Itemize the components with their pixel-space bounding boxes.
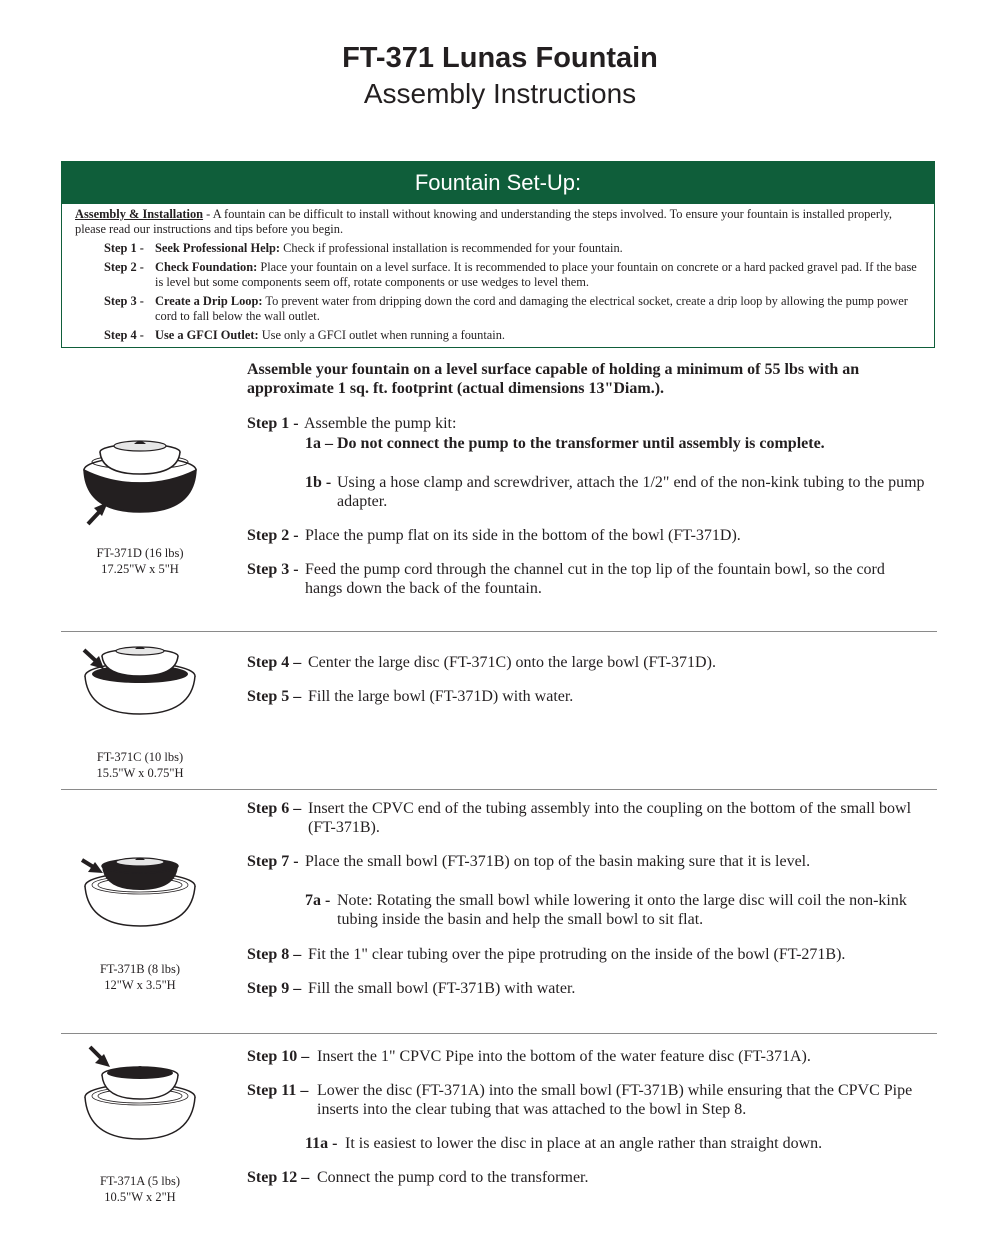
setup-step-title: Check Foundation: <box>155 260 258 274</box>
section-divider <box>61 789 937 790</box>
step-label: Step 3 - <box>247 561 299 578</box>
step-text: Feed the pump cord through the channel cut in the top lip of the fountain bowl, so the cord hangs down the back of the fountain. <box>305 561 885 597</box>
step-text: Connect the pump cord to the transformer. <box>317 1169 589 1186</box>
step-label: Step 11 – <box>247 1082 309 1099</box>
intro-label: Assembly & Installation <box>75 207 204 221</box>
component-dims: 10.5"W x 2"H <box>104 1190 176 1204</box>
step-text: Fill the small bowl (FT-371B) with water. <box>308 980 576 997</box>
setup-step-label: Step 2 - <box>104 260 144 274</box>
setup-step-title: Seek Professional Help: <box>155 241 281 255</box>
step-text: Using a hose clamp and screwdriver, attach the 1/2" end of the non-kink tubing to the pump adapter. <box>337 474 925 510</box>
step-label: 7a - <box>305 892 331 909</box>
setup-step-text <box>155 328 925 343</box>
setup-step-text <box>155 241 925 256</box>
component-name: FT-371B (8 lbs) <box>99 962 181 976</box>
step-label: Step 10 – <box>247 1048 310 1065</box>
section-divider <box>61 631 937 632</box>
fountain-figure-ft-371a <box>80 1045 200 1145</box>
fountain-setup-panel <box>61 161 935 348</box>
page-title: FT-371 Lunas Fountain <box>342 42 658 74</box>
step-text: Place the pump flat on its side in the bottom of the bowl (FT-371D). <box>305 527 741 544</box>
component-name: FT-371A (5 lbs) <box>99 1174 181 1188</box>
step-text: Lower the disc (FT-371A) into the small bowl (FT-371B) while ensuring that the CPVC Pipe inserts into the clear tubing that was attached to the bowl in Step 8. <box>317 1082 913 1118</box>
setup-step-title: Use a GFCI Outlet: <box>155 328 259 342</box>
step-label: 1b - <box>305 474 332 491</box>
step-text: Insert the CPVC end of the tubing assembly into the coupling on the bottom of the small bowl (FT-371B). <box>308 800 912 836</box>
step-text: Fit the 1" clear tubing over the pipe protruding on the inside of the bowl (FT-271B). <box>308 946 846 963</box>
step-text: Fill the large bowl (FT-371D) with water. <box>308 688 574 705</box>
step-label: Step 12 – <box>247 1169 310 1186</box>
setup-step-label: Step 1 - <box>104 241 144 255</box>
setup-heading: Fountain Set-Up: <box>62 162 934 204</box>
step-text: Center the large disc (FT-371C) onto the large bowl (FT-371D). <box>308 654 716 671</box>
fountain-figure-ft-371c <box>80 638 200 720</box>
setup-step-body: Use only a GFCI outlet when running a fountain. <box>258 328 505 342</box>
step-label: 11a - <box>305 1135 338 1152</box>
component-caption-ft-371d <box>60 545 220 577</box>
fountain-figure-ft-371b <box>80 850 200 932</box>
page-subtitle: Assembly Instructions <box>363 78 637 109</box>
component-dims: 17.25"W x 5"H <box>101 562 179 576</box>
step-text: Note: Rotating the small bowl while lowering it onto the large disc will coil the non-kink tubing inside the basin and help the small bowl to sit flat. <box>337 892 907 928</box>
step-text: Insert the 1" CPVC Pipe into the bottom of the water feature disc (FT-371A). <box>317 1048 811 1065</box>
step-text: 1a – Do not connect the pump to the transformer until assembly is complete. <box>305 435 825 452</box>
setup-step-title: Create a Drip Loop: <box>155 294 263 308</box>
component-dims: 15.5"W x 0.75"H <box>96 766 184 780</box>
step-label: Step 4 – <box>247 654 302 671</box>
intro-text: - A fountain can be difficult to install without knowing and understanding the steps involved. To ensure your fountain is installed properly, please read our instructions and tips before you begin. <box>75 207 892 236</box>
step-1a <box>305 434 937 453</box>
step-text: It is easiest to lower the disc in place at an angle rather than straight down. <box>345 1135 823 1152</box>
assembly-note <box>247 360 927 398</box>
component-name: FT-371D (16 lbs) <box>96 546 184 560</box>
step-label: Step 6 – <box>247 800 302 817</box>
step-label: Step 8 – <box>247 946 302 963</box>
setup-step-text <box>155 294 925 324</box>
step-label: Step 7 - <box>247 853 299 870</box>
fountain-figure-ft-371d <box>80 432 200 532</box>
component-dims: 12"W x 3.5"H <box>104 978 176 992</box>
component-caption-ft-371a <box>60 1173 220 1205</box>
step-label: Step 1 - <box>247 415 299 432</box>
setup-step-text <box>155 260 925 290</box>
setup-step-label: Step 3 - <box>104 294 144 308</box>
component-name: FT-371C (10 lbs) <box>96 750 184 764</box>
step-text: Place the small bowl (FT-371B) on top of the basin making sure that it is level. <box>305 853 811 870</box>
setup-intro <box>75 207 925 237</box>
step-label: Step 5 – <box>247 688 302 705</box>
setup-step-label: Step 4 - <box>104 328 144 342</box>
assembly-note-text: Assemble your fountain on a level surface capable of holding a minimum of 55 lbs with an approximate 1 sq. ft. footprint (actual dimensions 13"Diam.). <box>247 361 860 397</box>
step-label: Step 2 - <box>247 527 299 544</box>
step-text: Assemble the pump kit: <box>304 415 457 432</box>
component-caption-ft-371b <box>60 961 220 993</box>
setup-step-body: To prevent water from dripping down the cord and damaging the electrical socket, create a drip loop by allowing the pump power cord to fall below the wall outlet. <box>155 294 908 323</box>
component-caption-ft-371c <box>60 749 220 781</box>
section-divider <box>61 1033 937 1034</box>
setup-step-body: Place your fountain on a level surface. It is recommended to place your fountain on concrete or a hard packed gravel pad. If the base is level but some components seem off, rotate components or use wedges to level them. <box>155 260 917 289</box>
step-label: Step 9 – <box>247 980 302 997</box>
setup-step-body: Check if professional installation is recommended for your fountain. <box>280 241 623 255</box>
